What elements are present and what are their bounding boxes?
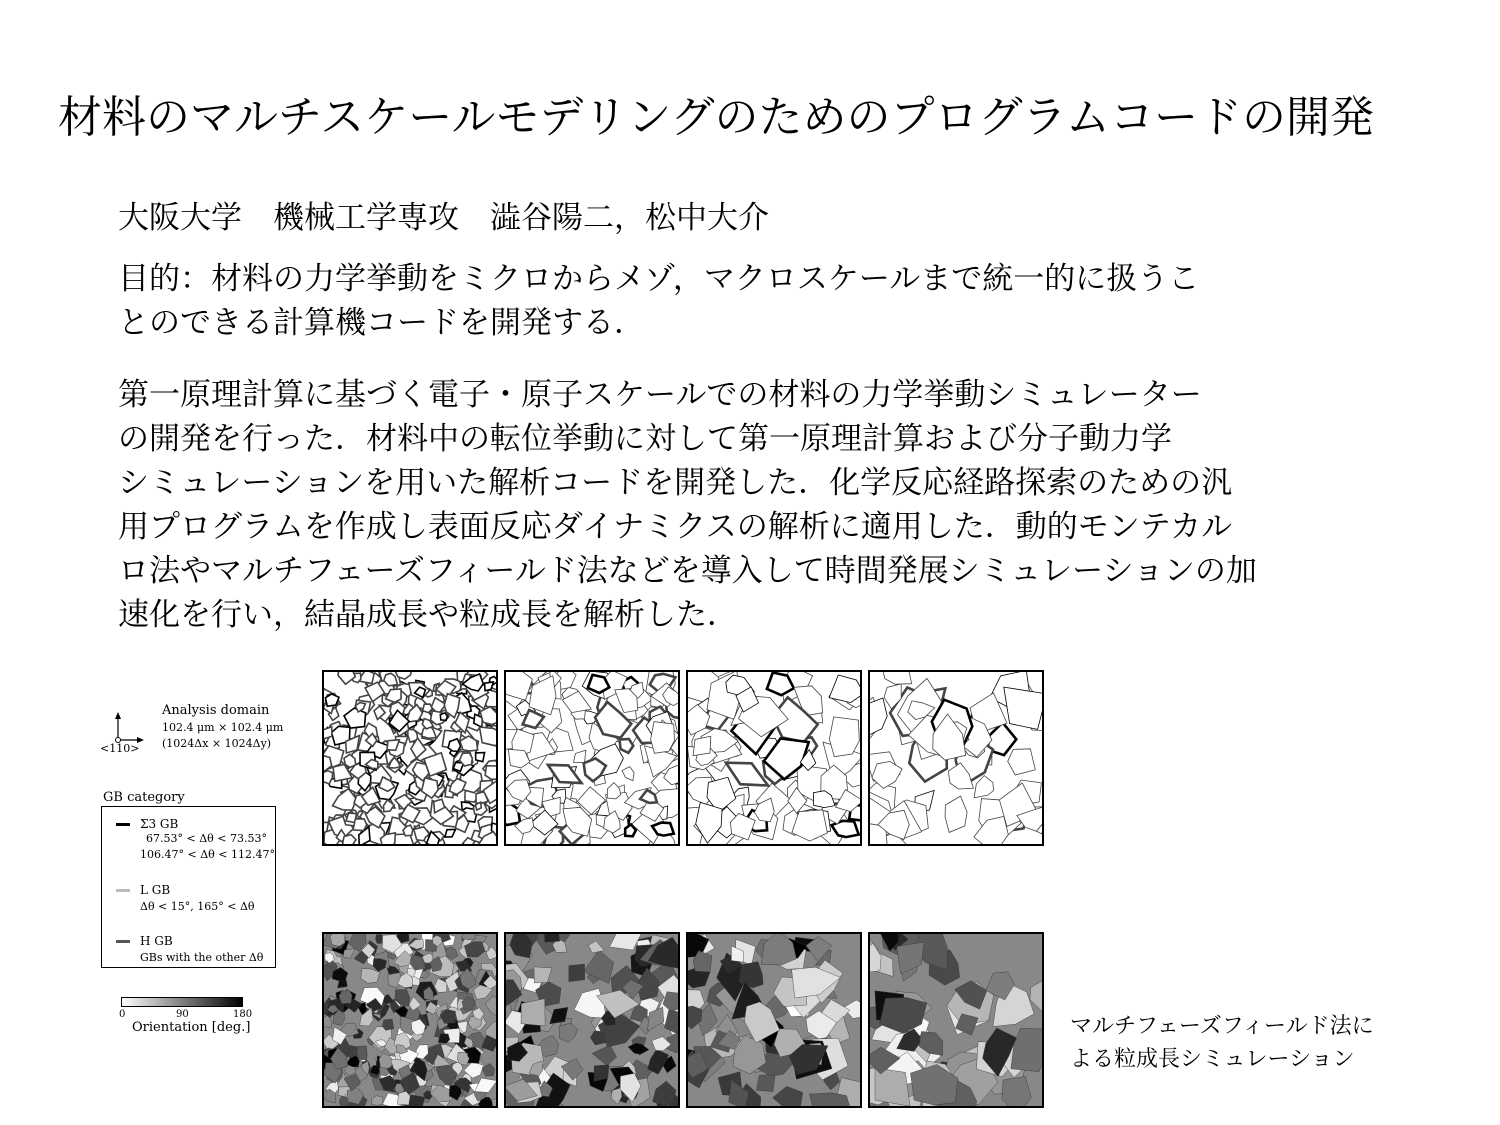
legend-desc: GBs with the other Δθ <box>140 951 264 964</box>
gb-map-panel <box>504 670 680 846</box>
legend-swatch <box>116 889 130 892</box>
colorbar-tick: 180 <box>233 1009 253 1020</box>
body-line: 第一原理計算に基づく電子・原子スケールでの材料の力学挙動シミュレーター <box>118 377 1202 413</box>
body-line: の開発を行った．材料中の転位挙動に対して第一原理計算および分子動力学 <box>118 421 1172 457</box>
analysis-domain-size: 102.4 μm × 102.4 μm <box>162 721 284 734</box>
orientation-map-panel <box>504 932 680 1108</box>
legend-desc: Δθ < 15°, 165° < Δθ <box>140 900 255 913</box>
caption-line: よる粒成長シミュレーション <box>1070 1047 1355 1072</box>
orientation-map-panel <box>322 932 498 1108</box>
colorbar-tick: 90 <box>176 1009 189 1020</box>
legend-label: L GB <box>140 883 171 897</box>
gb-map-panel <box>686 670 862 846</box>
body-line: 速化を行い，結晶成長や粒成長を解析した． <box>118 597 738 633</box>
axis-label: <110> <box>100 742 140 755</box>
analysis-domain <box>162 702 283 752</box>
legend-desc: 106.47° < Δθ < 112.47° <box>140 848 275 861</box>
body-paragraph <box>118 373 1378 637</box>
gb-category-legend <box>101 806 276 968</box>
legend-desc: 67.53° < Δθ < 73.53° <box>146 832 267 845</box>
legend-label: Σ3 GB <box>140 817 179 831</box>
caption-line: マルチフェーズフィールド法に <box>1070 1014 1374 1039</box>
figure-caption <box>1070 1010 1374 1076</box>
body-line: 用プログラムを作成し表面反応ダイナミクスの解析に適用した．動的モンテカル <box>118 509 1233 545</box>
body-line: ロ法やマルチフェーズフィールド法などを導入して時間発展シミュレーションの加 <box>118 553 1257 589</box>
gb-category-title: GB category <box>103 790 185 805</box>
orientation-map-panel <box>686 932 862 1108</box>
gb-map-panel <box>868 670 1044 846</box>
analysis-domain-title: Analysis domain <box>162 703 270 718</box>
analysis-domain-grid: (1024Δx × 1024Δy) <box>162 737 272 750</box>
purpose-line: 目的：材料の力学挙動をミクロからメゾ，マクロスケールまで統一的に扱うこ <box>118 261 1200 297</box>
orientation-map-panel <box>868 932 1044 1108</box>
orientation-colorbar <box>121 997 243 1007</box>
body-line: シミュレーションを用いた解析コードを開発した．化学反応経路探索のための汎 <box>118 465 1233 501</box>
affiliation: 大阪大学 機械工学専攻 澁谷陽二，松中大介 <box>118 200 769 236</box>
page-title: 材料のマルチスケールモデリングのためのプログラムコードの開発 <box>58 92 1375 143</box>
gb-map-panel <box>322 670 498 846</box>
colorbar-label: Orientation [deg.] <box>132 1020 251 1035</box>
colorbar-tick: 0 <box>119 1009 126 1020</box>
legend-label: H GB <box>140 934 173 948</box>
purpose-line: とのできる計算機コードを開発する． <box>118 305 645 341</box>
legend-swatch <box>116 823 130 826</box>
purpose-paragraph <box>118 257 1358 345</box>
legend-swatch <box>116 940 130 943</box>
